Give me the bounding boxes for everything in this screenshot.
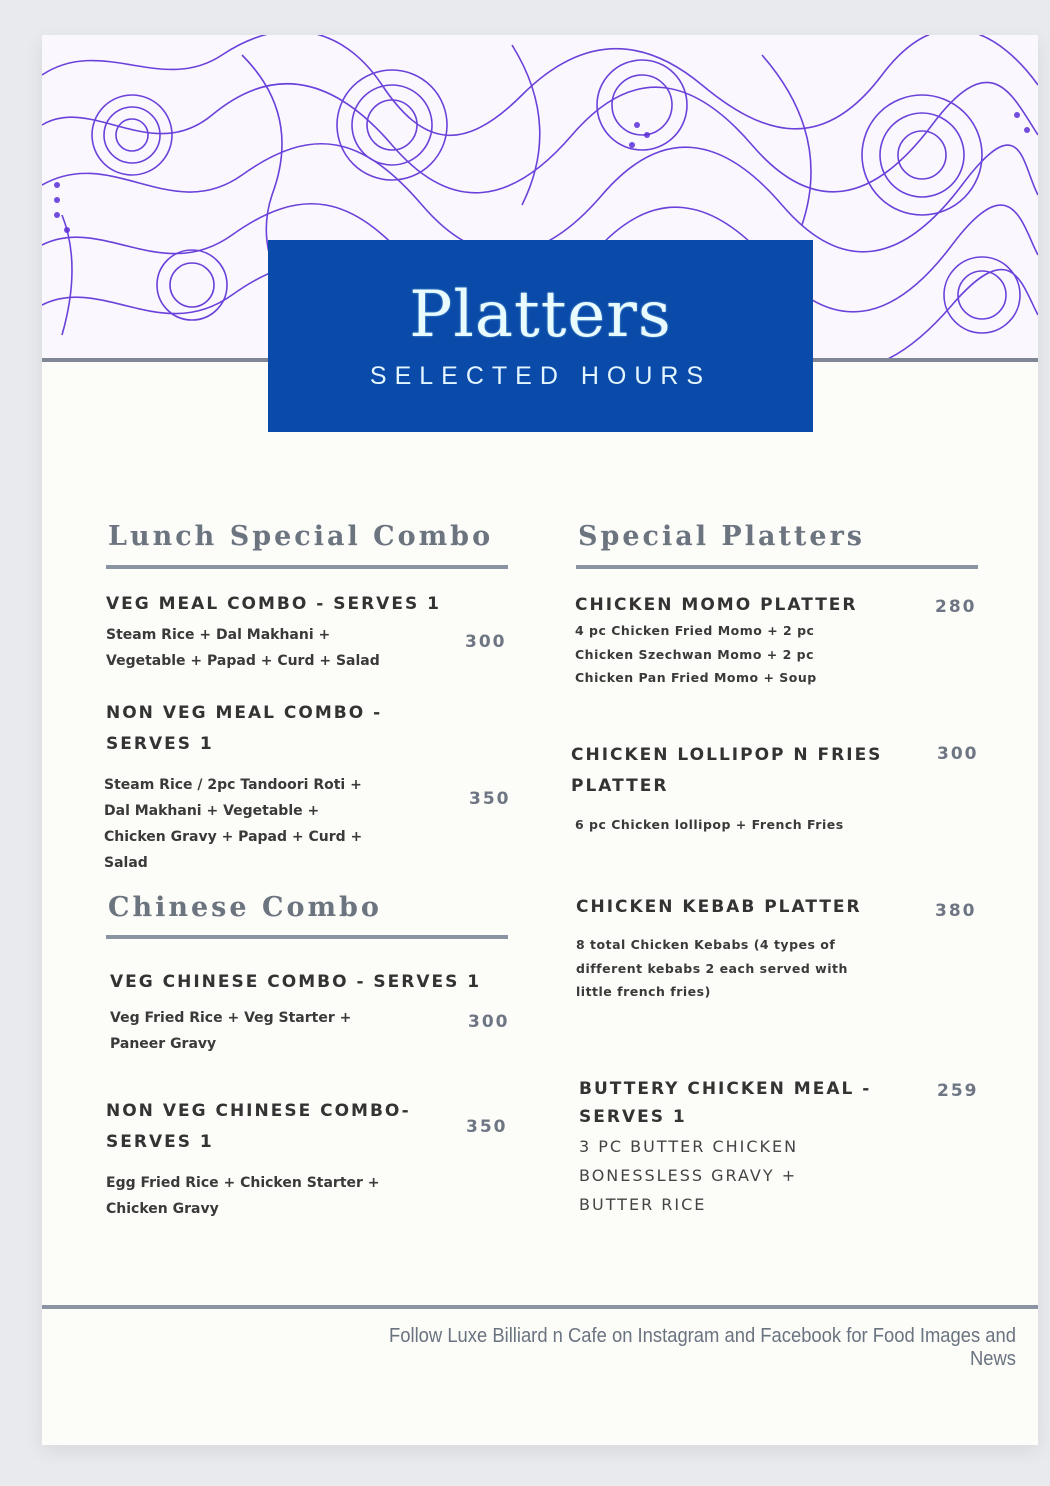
name-line: PLATTER <box>571 776 669 796</box>
description-line: BONESSLESS GRAVY + <box>579 1166 798 1185</box>
name-line: SERVES 1 <box>579 1107 687 1127</box>
description-line: Chicken Gravy <box>106 1201 219 1217</box>
description-line: Salad <box>104 855 148 871</box>
item-price: 300 <box>465 632 507 652</box>
section-divider <box>576 565 978 569</box>
item-description <box>104 772 362 876</box>
item-price: 350 <box>469 789 511 809</box>
description-line: 6 pc Chicken lollipop + French Fries <box>575 817 844 832</box>
description-line: 4 pc Chicken Fried Momo + 2 pc <box>575 623 815 638</box>
item-name-veg-meal-combo: VEG MEAL COMBO - SERVES 1 <box>106 594 441 614</box>
menu-page <box>42 35 1038 1445</box>
item-description <box>579 1132 798 1219</box>
name-line: BUTTERY CHICKEN MEAL - <box>579 1079 872 1099</box>
description-line: Steam Rice + Dal Makhani + <box>106 627 331 643</box>
name-line: NON VEG CHINESE COMBO- <box>106 1101 411 1121</box>
description-line: Egg Fried Rice + Chicken Starter + <box>106 1175 380 1191</box>
description-line: 3 PC BUTTER CHICKEN <box>579 1137 799 1156</box>
description-line: Chicken Pan Fried Momo + Soup <box>575 670 817 685</box>
item-description <box>110 1005 351 1057</box>
description-line: Chicken Szechwan Momo + 2 pc <box>575 646 814 662</box>
item-price: 350 <box>466 1117 508 1137</box>
item-name-veg-chinese-combo: VEG CHINESE COMBO - SERVES 1 <box>110 972 482 992</box>
description-line: Veg Fried Rice + Veg Starter + <box>110 1010 352 1026</box>
name-line: SERVES 1 <box>106 1132 214 1152</box>
title-box <box>268 240 813 432</box>
description-line: Steam Rice / 2pc Tandoori Roti + <box>104 777 362 793</box>
description-line: different kebabs 2 each served with <box>576 960 848 976</box>
page-title: Platters <box>409 278 672 352</box>
item-name-chicken-lollipop-platter <box>571 740 882 802</box>
description-line: Paneer Gravy <box>110 1036 217 1052</box>
item-name-chicken-momo-platter: CHICKEN MOMO PLATTER <box>575 595 858 615</box>
name-line: CHICKEN LOLLIPOP N FRIES <box>571 745 883 765</box>
footer-line: News <box>969 1348 1016 1370</box>
item-description <box>576 933 848 1004</box>
page-subtitle: SELECTED HOURS <box>369 362 712 390</box>
section-title-special-platters: Special Platters <box>578 521 866 552</box>
description-line: Vegetable + Papad + Curd + Salad <box>106 653 380 669</box>
footer-line: Follow Luxe Billiard n Cafe on Instagram and Facebook for Food Images and <box>389 1325 1016 1347</box>
footer-social-note <box>322 1325 1016 1371</box>
item-description <box>106 622 380 674</box>
item-price: 300 <box>468 1012 510 1032</box>
item-name-non-veg-chinese-combo <box>106 1096 411 1158</box>
item-name-chicken-kebab-platter: CHICKEN KEBAB PLATTER <box>576 897 862 917</box>
name-line: NON VEG MEAL COMBO - <box>106 703 383 723</box>
item-description <box>106 1170 380 1222</box>
name-line: SERVES 1 <box>106 734 214 754</box>
item-description <box>575 619 817 690</box>
item-name-buttery-chicken-meal <box>579 1075 871 1131</box>
description-line: 8 total Chicken Kebabs (4 types of <box>576 937 836 952</box>
item-name-non-veg-meal-combo <box>106 698 382 760</box>
item-description <box>575 813 844 837</box>
item-price: 380 <box>935 901 977 921</box>
section-title-lunch-special-combo: Lunch Special Combo <box>108 521 494 552</box>
item-price: 259 <box>937 1081 979 1101</box>
footer-divider <box>42 1305 1038 1309</box>
item-price: 280 <box>935 597 977 617</box>
description-line: little french fries) <box>576 984 711 999</box>
section-divider <box>106 565 508 569</box>
section-title-chinese-combo: Chinese Combo <box>108 892 382 923</box>
description-line: Chicken Gravy + Papad + Curd + <box>104 829 363 845</box>
description-line: Dal Makhani + Vegetable + <box>104 803 320 819</box>
section-divider <box>106 935 508 939</box>
description-line: BUTTER RICE <box>579 1195 707 1214</box>
item-price: 300 <box>937 744 979 764</box>
